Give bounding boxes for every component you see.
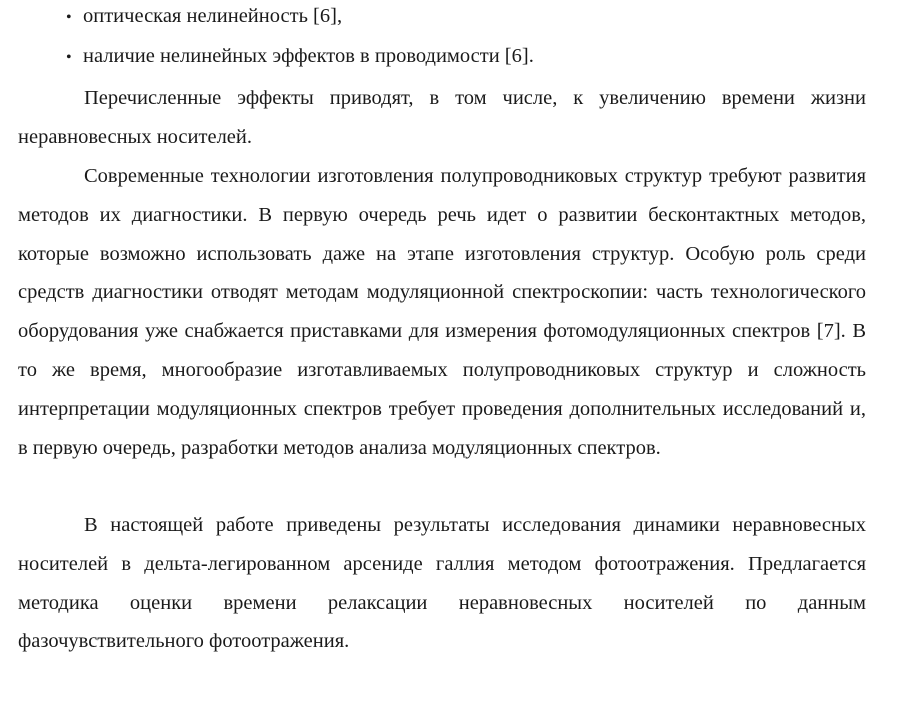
bullet-item xyxy=(66,5,342,28)
bullet-text: оптическая нелинейность [6], xyxy=(83,5,343,27)
paragraph: Современные технологии изготовления полупроводниковых структур требуют развития методов их диагностики. В первую очередь речь идет о развитии бесконтактных методов, которые возможно использовать даже на этапе изготовления структур. Особую роль среди средств диагностики отводят методам модуляционной спектроскопии: часть технологического оборудования уже снабжается приставками для измерения фотомодуляционных спектров [7]. В то же время, многообразие изготавливаемых полупроводниковых структур и сложность интерпретации модуляционных спектров требует проведения дополнительных исследований и, в первую очередь, разработки методов анализа модуляционных спектров. xyxy=(18,165,866,459)
bullet-marker: • xyxy=(66,9,72,26)
bullet-text: наличие нелинейных эффектов в проводимости [6]. xyxy=(83,45,534,67)
paragraph: Перечисленные эффекты приводят, в том числе, к увеличению времени жизни неравновесных носителей. xyxy=(18,87,866,148)
paragraph: В настоящей работе приведены результаты исследования динамики неравновесных носителей в дельта-легированном арсениде галлия методом фотоотражения. Предлагается методика оценки времени релаксации неравновесных носителей по данным фазочувствительного фотоотражения. xyxy=(18,514,866,653)
bullet-marker: • xyxy=(66,49,72,66)
bullet-item xyxy=(66,45,534,68)
